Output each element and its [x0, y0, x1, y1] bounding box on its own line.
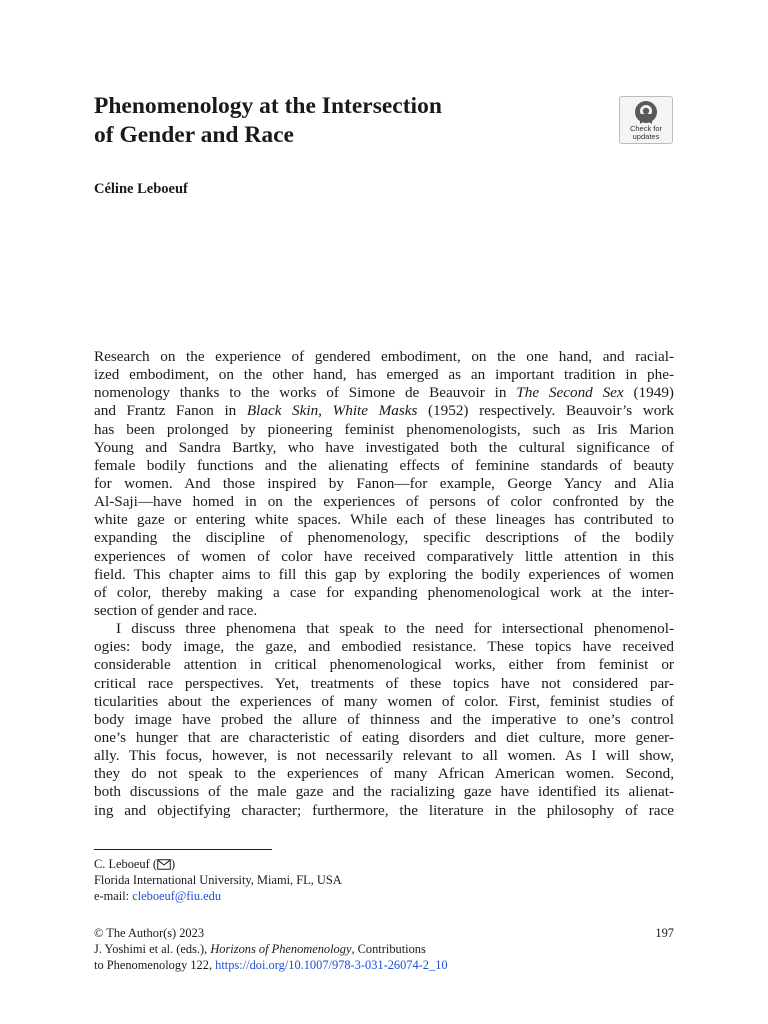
text-line: ally. This focus, however, is not necessarily relevant to all women. As I will show, [94, 747, 674, 765]
text-line: I discuss three phenomena that speak to the need for intersectional phenomenol- [116, 620, 674, 638]
copyright-block [94, 925, 674, 973]
title-line-1: Phenomenology at the Intersection [94, 93, 442, 119]
title-line-2: of Gender and Race [94, 122, 294, 148]
text-line: critical race perspectives. Yet, treatments of these topics have not considered par- [94, 674, 674, 692]
text-line: ogies: body image, the gaze, and embodied resistance. These topics have received [94, 638, 674, 656]
book-series-italic: Horizons of Phenomenology [210, 942, 352, 956]
body-text [94, 348, 674, 820]
citation-line-1: J. Yoshimi et al. (eds.), Horizons of Phenomenology, Contributions [94, 942, 426, 956]
text-line: female bodily functions and the alienating effects of feminine standards of beauty [94, 456, 674, 474]
chapter-title [94, 92, 594, 150]
email-link[interactable]: cleboeuf@fiu.edu [132, 889, 222, 903]
text-line: white gaze or entering white spaces. While each of these lineages has contributed to [94, 511, 674, 529]
footnote-divider [94, 849, 272, 850]
text-line: one’s hunger that are characteristic of eating disorders and diet culture, more gener- [94, 728, 674, 746]
paragraph-1 [94, 348, 674, 620]
paragraph-2 [94, 620, 674, 820]
text-line: Research on the experience of gendered embodiment, on the one hand, and racial- [94, 348, 674, 365]
text-line: and Frantz Fanon in Black Skin, White Masks (1952) respectively. Beauvoir’s work [94, 402, 675, 420]
text-line: Young and Sandra Bartky, who have investigated both the cultural significance of [94, 438, 674, 456]
check-badge-line-2: updates [632, 132, 660, 141]
text-line: has been prolonged by pioneering feminist phenomenologists, such as Iris Marion [94, 420, 674, 438]
book-title-italic: Black Skin, White Masks [246, 402, 418, 420]
footnote-email-line: e-mail: cleboeuf@fiu.edu [94, 889, 222, 903]
author-footnote [94, 856, 674, 904]
text-line: ing and objectifying character; furthermore, the literature in the philosophy of race [94, 801, 674, 819]
text-line: field. This chapter aims to fill this gap by exploring the bodily experiences of women [94, 565, 674, 583]
footnote-affiliation: Florida International University, Miami, FL, USA [94, 873, 342, 887]
copyright-line: © The Author(s) 2023 197 [94, 926, 674, 940]
citation-line-2: to Phenomenology 122, https://doi.org/10.1007/978-3-031-26074-2_10 [94, 958, 448, 972]
text-line: considerable attention in critical phenomenological works, either from feminist or [94, 656, 674, 674]
text-line: expanding the discipline of phenomenology, specific descriptions of the bodily [94, 529, 674, 547]
page-number: 197 [655, 926, 674, 940]
envelope-icon[interactable] [157, 859, 171, 870]
author-name: Céline Leboeuf [94, 181, 188, 197]
text-line: experiences of women of color have received comparatively little attention in this [94, 547, 674, 565]
crossmark-icon [632, 100, 660, 126]
check-badge-line-1: Check for [629, 124, 663, 133]
text-line: section of gender and race. [94, 601, 258, 619]
footnote-author-line: C. Leboeuf ( ) [94, 857, 176, 871]
text-line: of color, thereby making a case for expanding phenomenological work at the inter- [94, 583, 674, 601]
text-line: they do not speak to the experiences of many African American women. Second, [94, 765, 674, 783]
book-title-italic: The Second Sex [516, 384, 624, 402]
text-line: ized embodiment, on the other hand, has emerged as an important tradition in phe- [94, 366, 674, 384]
doi-link[interactable]: https://doi.org/10.1007/978-3-031-26074-2_10 [215, 958, 448, 972]
text-line: both discussions of the male gaze and the racializing gaze have identified its alienat- [94, 783, 674, 801]
check-for-updates-badge[interactable] [619, 96, 673, 144]
text-line: ticularities about the experiences of many women of color. First, feminist studies of [94, 692, 674, 710]
text-line: Al-Saji—have homed in on the experiences of persons of color confronted by the [94, 493, 674, 511]
text-line: for women. And those inspired by Fanon—for example, George Yancy and Alia [94, 474, 674, 492]
text-line: body image have probed the allure of thinness and the imperative to one’s control [94, 710, 674, 728]
text-line: nomenology thanks to the works of Simone de Beauvoir in The Second Sex (1949) [94, 384, 674, 402]
